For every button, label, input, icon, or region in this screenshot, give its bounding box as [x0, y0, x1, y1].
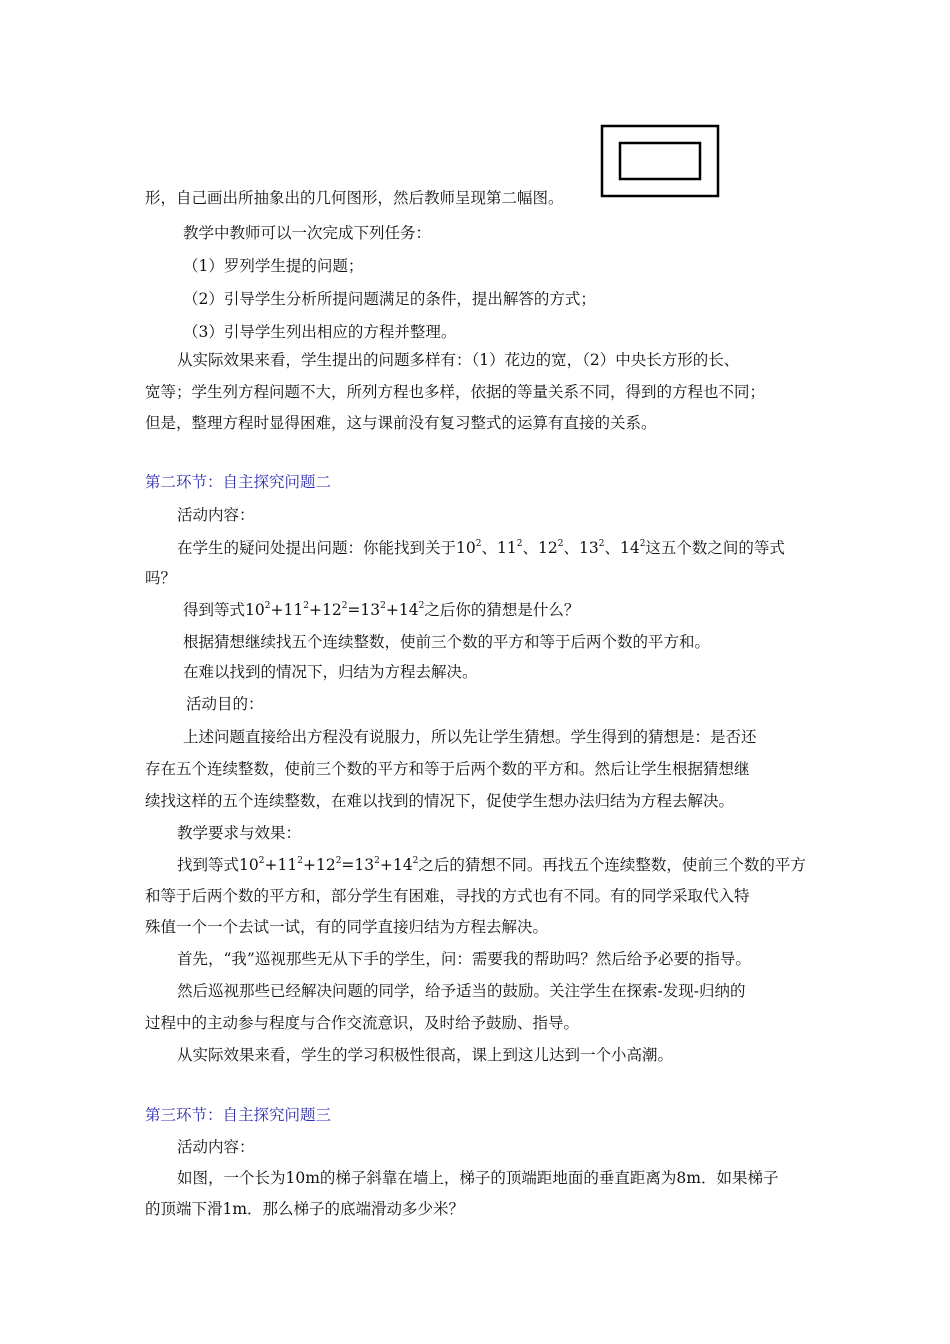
ladder-problem-line-2: 的顶端下滑1m．那么梯子的底端滑动多少米？ — [145, 1200, 465, 1218]
purpose-line-1: 上述问题直接给出方程没有说服力，所以先让学生猜想。学生得到的猜想是：是否还 — [183, 728, 757, 746]
purpose-line-3: 续找这样的五个连续整数，在难以找到的情况下，促使学生想办法归结为方程去解决。 — [145, 792, 735, 810]
then-line-2: 过程中的主动参与程度与合作交流意识，及时给予鼓励、指导。 — [145, 1014, 580, 1032]
intro-line-1: 形，自己画出所抽象出的几何图形，然后教师呈现第二幅图。 — [145, 189, 564, 207]
requirement-line-2: 和等于后两个数的平方和，部分学生有困难，寻找的方式也有不同。有的同学采取代入特 — [145, 887, 750, 905]
then-line-1: 然后巡视那些已经解决问题的同学，给予适当的鼓励。关注学生在探索-发现-归纳的 — [177, 982, 746, 1000]
nested-rectangles-figure — [600, 124, 720, 198]
section-3-heading: 第三环节：自主探究问题三 — [145, 1106, 332, 1124]
section-2-content-label: 活动内容： — [177, 506, 255, 524]
guess-line: 得到等式$10^2+11^2+12^2=13^2+14^2$之后你的猜想是什么？ — [183, 600, 580, 619]
effect-line-1: 从实际效果来看，学生提出的问题多样有：（1）花边的宽，（2）中央长方形的长、 — [177, 351, 740, 369]
first-line: 首先，“我”巡视那些无从下手的学生，问：需要我的帮助吗？然后给予必要的指导。 — [177, 950, 751, 968]
section-2-heading: 第二环节：自主探究问题二 — [145, 473, 332, 491]
task-3: （3）引导学生列出相应的方程并整理。 — [183, 323, 457, 341]
requirement-line-3: 殊值一个一个去试一试，有的同学直接归结为方程去解决。 — [145, 918, 549, 936]
requirement-label: 教学要求与效果： — [177, 824, 302, 842]
effect-line-3: 但是，整理方程时显得困难，这与课前没有复习整式的运算有直接的关系。 — [145, 414, 657, 432]
effect-line-2: 宽等；学生列方程问题不大，所列方程也多样，依据的等量关系不同，得到的方程也不同； — [145, 383, 766, 401]
purpose-label: 活动目的： — [186, 695, 264, 713]
requirement-line-1: 找到等式$10^2+11^2+12^2=13^2+14^2$之后的猜想不同。再找五个连续整数，使前三个数的平方 — [177, 855, 806, 874]
intro-line-2: 教学中教师可以一次完成下列任务： — [183, 224, 432, 242]
effect-summary: 从实际效果来看，学生的学习积极性很高，课上到这儿达到一个小高潮。 — [177, 1046, 674, 1064]
task-2: （2）引导学生分析所提问题满足的条件，提出解答的方式； — [183, 290, 596, 308]
ladder-problem-line-1: 如图，一个长为10m的梯子斜靠在墙上，梯子的顶端距地面的垂直距离为8m．如果梯子 — [177, 1169, 779, 1187]
task-1: （1）罗列学生提的问题； — [183, 257, 364, 275]
section-2-question-line-1: 在学生的疑问处提出问题：你能找到关于$10^2$、$11^2$、$12^2$、$13^2$、$14^2$这五个数之间的等式 — [177, 538, 785, 557]
section-2-question-line-2: 吗？ — [145, 569, 177, 587]
continue-line: 根据猜想继续找五个连续整数，使前三个数的平方和等于后两个数的平方和。 — [183, 633, 711, 651]
hard-line: 在难以找到的情况下，归结为方程去解决。 — [183, 663, 478, 681]
purpose-line-2: 存在五个连续整数，使前三个数的平方和等于后两个数的平方和。然后让学生根据猜想继 — [145, 760, 750, 778]
section-3-content-label: 活动内容： — [177, 1138, 255, 1156]
inner-rectangle — [620, 143, 700, 179]
